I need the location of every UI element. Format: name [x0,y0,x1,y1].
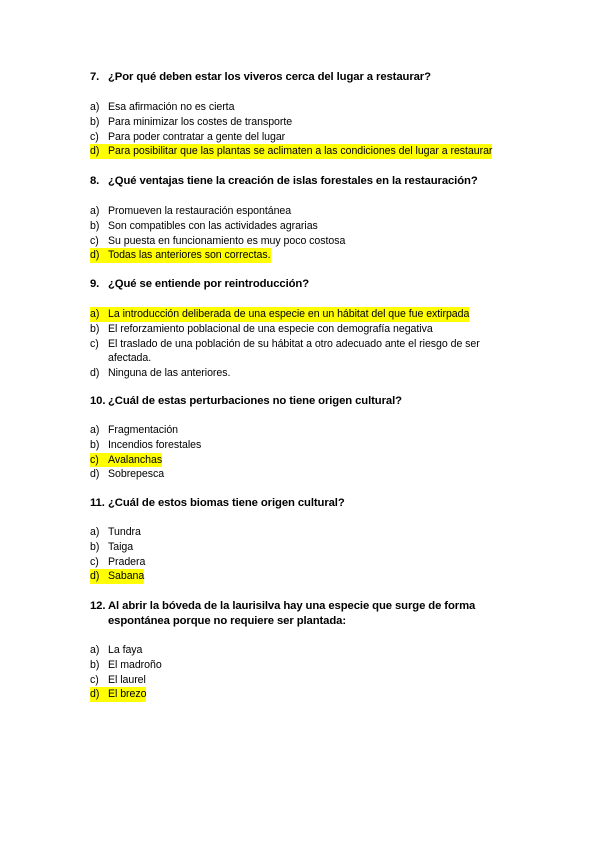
answer-highlight [90,453,162,468]
option-text: Avalanchas [108,453,163,466]
option-c [90,234,530,249]
option-letter: a) [90,644,100,656]
question-title [90,174,530,189]
option-a [90,100,530,115]
option-d-highlighted [90,687,530,702]
option-text: Sobrepesca [108,468,165,481]
option-text: La introducción deliberada de una especie en un hábitat del que fue extirpada [108,308,470,320]
answer-highlight [90,687,146,702]
answer-highlight [90,144,492,159]
option-d-highlighted [90,144,530,159]
option-list [90,100,530,159]
option-text: El reforzamiento poblacional de una especie con demografía negativa [108,322,433,335]
option-text: Su puesta en funcionamiento es muy poco costosa [108,234,346,247]
option-c [90,337,530,367]
option-letter: d) [90,468,100,481]
option-b [90,540,530,555]
question-number: 10. [90,395,106,407]
option-a-highlighted [90,307,530,322]
option-text: Incendios forestales [108,438,202,451]
option-text: El madroño [108,658,162,671]
question-8 [90,174,530,263]
question-text: ¿Cuál de estos biomas tiene origen cultural? [108,497,345,509]
option-letter: a) [90,424,100,436]
option-b [90,322,530,337]
question-9 [90,277,530,381]
option-b [90,219,530,234]
option-text: Todas las anteriores son correctas. [108,249,271,262]
option-text: Tundra [108,526,141,538]
option-letter: c) [90,673,99,686]
option-letter: b) [90,540,100,553]
option-text: Fragmentación [108,424,179,436]
option-letter: b) [90,658,100,671]
option-a [90,423,530,438]
option-c [90,130,530,145]
option-letter: b) [90,322,100,335]
question-text: ¿Qué se entiende por reintroducción? [108,278,310,290]
option-text: El laurel [108,673,146,686]
option-d [90,366,530,381]
option-text: El brezo [108,688,147,701]
option-text: Para poder contratar a gente del lugar [108,130,286,143]
option-letter: c) [90,337,99,350]
option-letter: d) [90,248,108,263]
question-text: ¿Por qué deben estar los viveros cerca del lugar a restaurar? [108,71,431,83]
option-d-highlighted [90,248,530,263]
question-text: ¿Cuál de estas perturbaciones no tiene origen cultural? [108,395,402,407]
option-letter: c) [90,453,108,468]
option-a [90,643,530,658]
question-title [90,70,530,85]
option-letter: b) [90,219,100,232]
option-b [90,658,530,673]
option-letter: a) [90,101,100,113]
option-letter: a) [90,526,100,538]
question-text: Al abrir la bóveda de la laurisilva hay una especie que surge de forma espontánea porque no requiere ser plantada: [108,600,476,627]
answer-highlight [90,307,469,322]
option-letter: b) [90,438,100,451]
option-list [90,423,530,482]
question-number: 11. [90,497,105,509]
option-text: Promueven la restauración espontánea [108,205,292,217]
option-a [90,204,530,219]
question-11 [90,496,530,584]
option-letter: a) [90,205,100,217]
question-12 [90,599,530,702]
option-text: Sabana [108,570,145,583]
option-list [90,643,530,702]
option-c [90,555,530,570]
option-letter: c) [90,130,99,143]
option-text: Ninguna de las anteriores. [108,367,231,380]
option-letter: b) [90,115,100,128]
question-number: 9. [90,278,100,290]
option-c [90,673,530,688]
question-text: ¿Qué ventajas tiene la creación de islas forestales en la restauración? [108,175,478,187]
option-text: Esa afirmación no es cierta [108,101,235,113]
option-letter: d) [90,569,108,584]
option-letter: d) [90,687,108,702]
answer-highlight [90,248,271,263]
option-d-highlighted [90,569,530,584]
option-letter: c) [90,555,99,568]
option-text: Pradera [108,555,146,568]
option-text: Taiga [108,540,134,553]
answer-highlight [90,569,144,584]
option-a [90,525,530,540]
option-list [90,307,530,381]
option-letter: d) [90,144,108,159]
option-text: El traslado de una población de su hábitat a otro adecuado ante el riesgo de ser afectada. [108,337,480,365]
question-number: 12. [90,600,106,612]
question-title [90,496,530,511]
question-title [90,394,530,409]
option-letter: d) [90,367,100,380]
option-text: La faya [108,644,143,656]
question-title [90,277,530,292]
question-10 [90,394,530,482]
option-c-highlighted [90,453,530,468]
option-letter: c) [90,234,99,247]
option-d [90,467,530,482]
option-b [90,438,530,453]
question-7 [90,70,530,159]
option-b [90,115,530,130]
question-number: 8. [90,175,100,187]
option-list [90,204,530,263]
option-list [90,525,530,584]
option-text: Para minimizar los costes de transporte [108,115,293,128]
option-text: Son compatibles con las actividades agrarias [108,219,318,232]
question-number: 7. [90,71,100,83]
option-text: Para posibilitar que las plantas se aclimaten a las condiciones del lugar a restaurar [108,145,493,158]
option-letter: a) [90,307,108,322]
question-title [90,599,530,629]
